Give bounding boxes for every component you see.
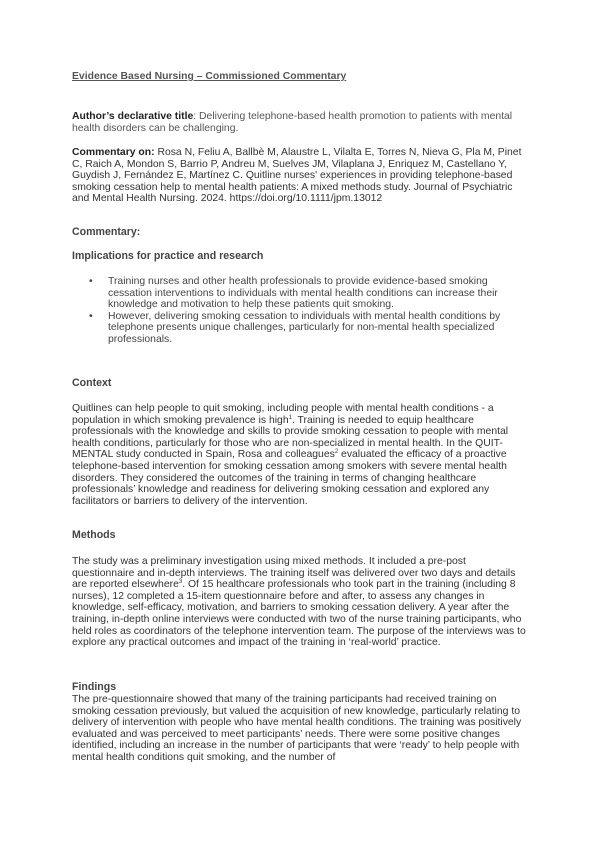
commentary-on-citation: Rosa N, Feliu A, Ballbè M, Alaustre L, Vilalta E, Torres N, Nieva G, Pla M, Pinet C, Raich A, Mondon S, Barrio P, Andreu M, Suelves JM, Vilaplana J, Enriquez M, Castellano Y, Guydish J, Fernández E, Martínez C. Quitline nurses' experiences in providing telephone-based smoking cessation help to mental health patients: A mixed methods study. Journal of Psychiatric and Mental Health Nursing. 2024. https://doi.org/10.1111/jpm.13012 — [72, 147, 522, 205]
implications-list — [72, 276, 528, 346]
context-text-b: . Training is needed to equip healthcare professionals with the knowledge and skills to provide smoking cessation to people with mental health conditions, particularly for those who are non-specialized in mental health. In the QUIT-MENTAL study conducted in Spain, Rosa and colleagues — [72, 414, 509, 461]
findings-heading: Findings — [72, 681, 117, 693]
bullet-icon: • — [89, 276, 93, 287]
methods-ref-3: 3 — [178, 579, 183, 586]
context-text-c: evaluated the efficacy of a proactive telephone-based intervention for smoking cessation among smokers with severe mental health disorders. They considered the outcomes of the training in terms of changing healthcare professionals’ knowledge and readiness for delivering smoking cessation and explored any facilitators or barriers to delivery of the intervention. — [72, 449, 507, 507]
methods-text-b: . Of 15 healthcare professionals who took part in the training (including 8 nurses), 12 completed a 15-item questionnaire before and after, to assess any changes in knowledge, self-efficacy, motivation, and barriers to smoking cessation delivery. A year after the training, in-depth online interviews were conducted with two of the nurse training participants, who held roles as coordinators of the telephone intervention team. The purpose of the interviews was to explore any practical outcomes and impact of the training in ‘real-world’ practice. — [72, 579, 526, 649]
context-ref-1: 1 — [288, 414, 292, 421]
implication-item — [72, 276, 528, 311]
bullet-icon: • — [89, 310, 93, 322]
implication-text: However, delivering smoking cessation to individuals with mental health conditions by telephone presents unique challenges, particularly for non-mental health specialized professionals. — [108, 310, 501, 345]
document-title: Evidence Based Nursing – Commissioned Commentary — [72, 71, 347, 82]
context-ref-2: 2 — [334, 449, 339, 456]
methods-text-a: The study was a preliminary investigation using mixed methods. It included a pre-post questionnaire and in-depth interviews. The training itself was delivered over two days and details are reported elsewhere — [72, 556, 516, 591]
methods-paragraph — [72, 556, 528, 649]
commentary-on-paragraph — [72, 147, 528, 205]
findings-paragraph: The pre-questionnaire showed that many of the training participants had received training on smoking cessation previously, but valued the acquisition of new knowledge, particularly relating to delivery of intervention with people who have mental health conditions. The training was positively evaluated and was perceived to meet participants’ needs. There were some positive changes identified, including an increase in the number of participants that were ‘ready’ to help people with mental health conditions quit smoking, and the number of — [72, 694, 522, 763]
context-paragraph — [72, 403, 528, 507]
declarative-title-paragraph — [72, 111, 528, 134]
implications-heading: Implications for practice and research — [72, 250, 264, 262]
declarative-title-text: : Delivering telephone-based health promotion to patients with mental health disorders can be challenging. — [72, 111, 513, 134]
implication-item — [72, 311, 528, 346]
context-heading: Context — [72, 377, 112, 389]
implication-text: Training nurses and other health professionals to provide evidence-based smoking cessation interventions to individuals with mental health conditions can increase their knowledge and motivation to help these patients quit smoking. — [108, 276, 498, 311]
declarative-title-label: Author’s declarative title — [72, 111, 194, 122]
methods-heading: Methods — [72, 529, 116, 541]
commentary-heading: Commentary: — [72, 226, 141, 238]
commentary-on-label: Commentary on: — [72, 147, 158, 158]
context-text-a: Quitlines can help people to quit smoking, including people with mental health conditions - a population in which smoking prevalence is high — [72, 403, 494, 426]
